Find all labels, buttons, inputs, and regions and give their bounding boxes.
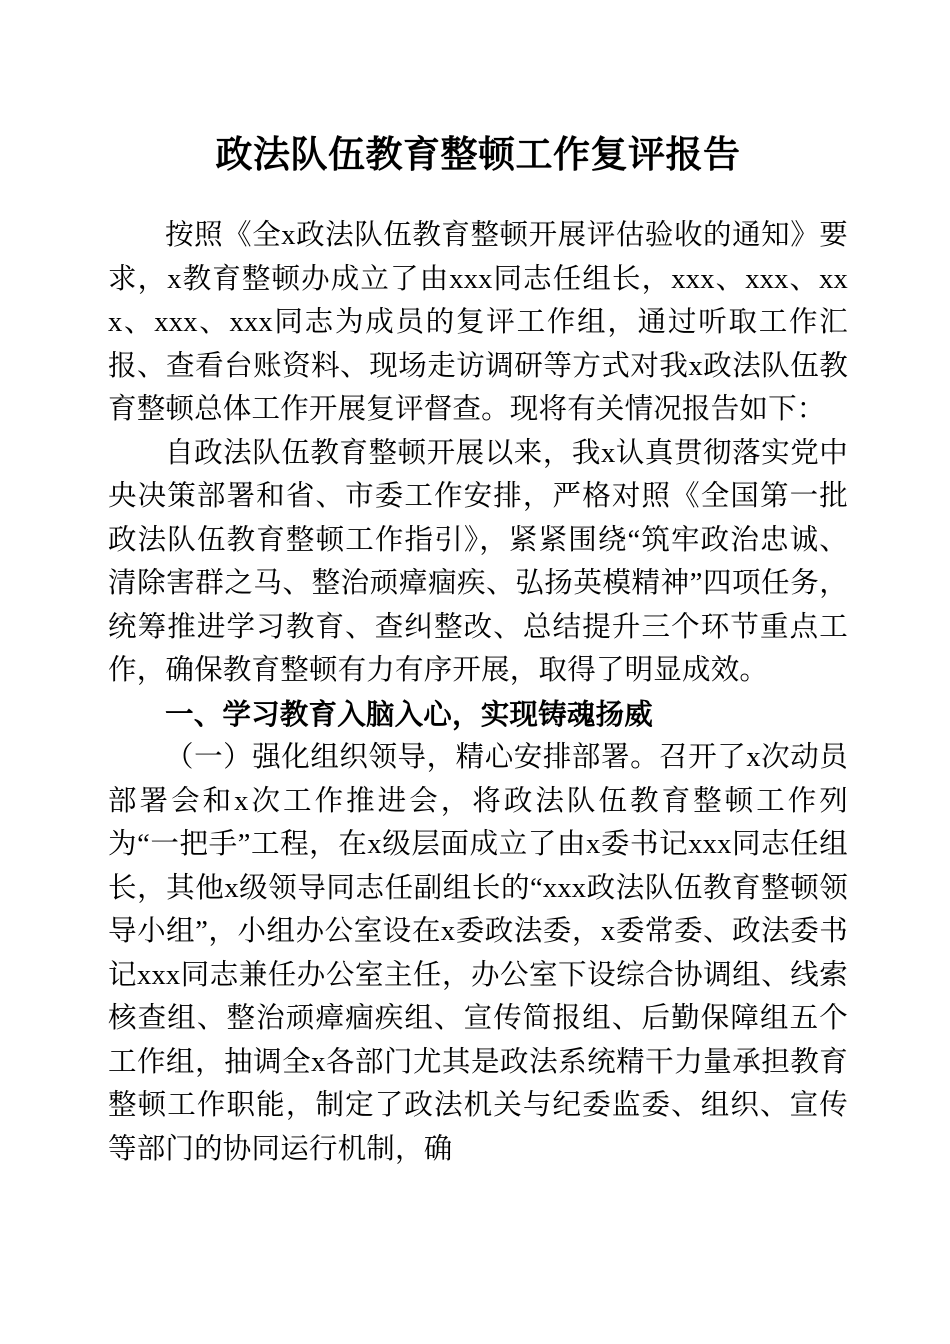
page-title: 政法队伍教育整顿工作复评报告 [215, 135, 741, 176]
heading-section-one: 一、学习教育入脑入心，实现铸魂扬威 [165, 697, 653, 731]
paragraph-overview: 自政法队伍教育整顿开展以来，我x认真贯彻落实党中央决策部署和省、市委工作安排，严格对照《全国第一批政法队伍教育整顿工作指引》，紧紧围绕“筑牢政治忠诚、清除害群之马、整治顽瘴痼疾、弘扬英模精神”四项任务，统筹推进学习教育、查纠整改、总结提升三个环节重点工作，确保教育整顿有力有序开展，取得了明显成效。 [108, 437, 848, 686]
paragraph-intro: 按照《全x政法队伍教育整顿开展评估验收的通知》要求，x教育整顿办成立了由xxx同志任组长，xxx、xxx、xxx、xxx、xxx同志为成员的复评工作组，通过听取工作汇报、查看台账资料、现场走访调研等方式对我x政法队伍教育整顿总体工作开展复评督查。现将有关情况报告如下： [108, 220, 848, 425]
document-content [108, 0, 848, 1171]
paragraph-item-one: （一）强化组织领导，精心安排部署。召开了x次动员部署会和x次工作推进会，将政法队伍教育整顿工作列为“一把手”工程，在x级层面成立了由x委书记xxx同志任组长，其他x级领导同志任副组长的“xxx政法队伍教育整顿领导小组”，小组办公室设在x委政法委，x委常委、政法委书记xxx同志兼任办公室主任，办公室下设综合协调组、线索核查组、整治顽瘴痼疾组、宣传简报组、后勤保障组五个工作组，抽调全x各部门尤其是政法系统精干力量承担教育整顿工作职能，制定了政法机关与纪委监委、组织、宣传等部门的协同运行机制，确 [108, 742, 848, 1165]
